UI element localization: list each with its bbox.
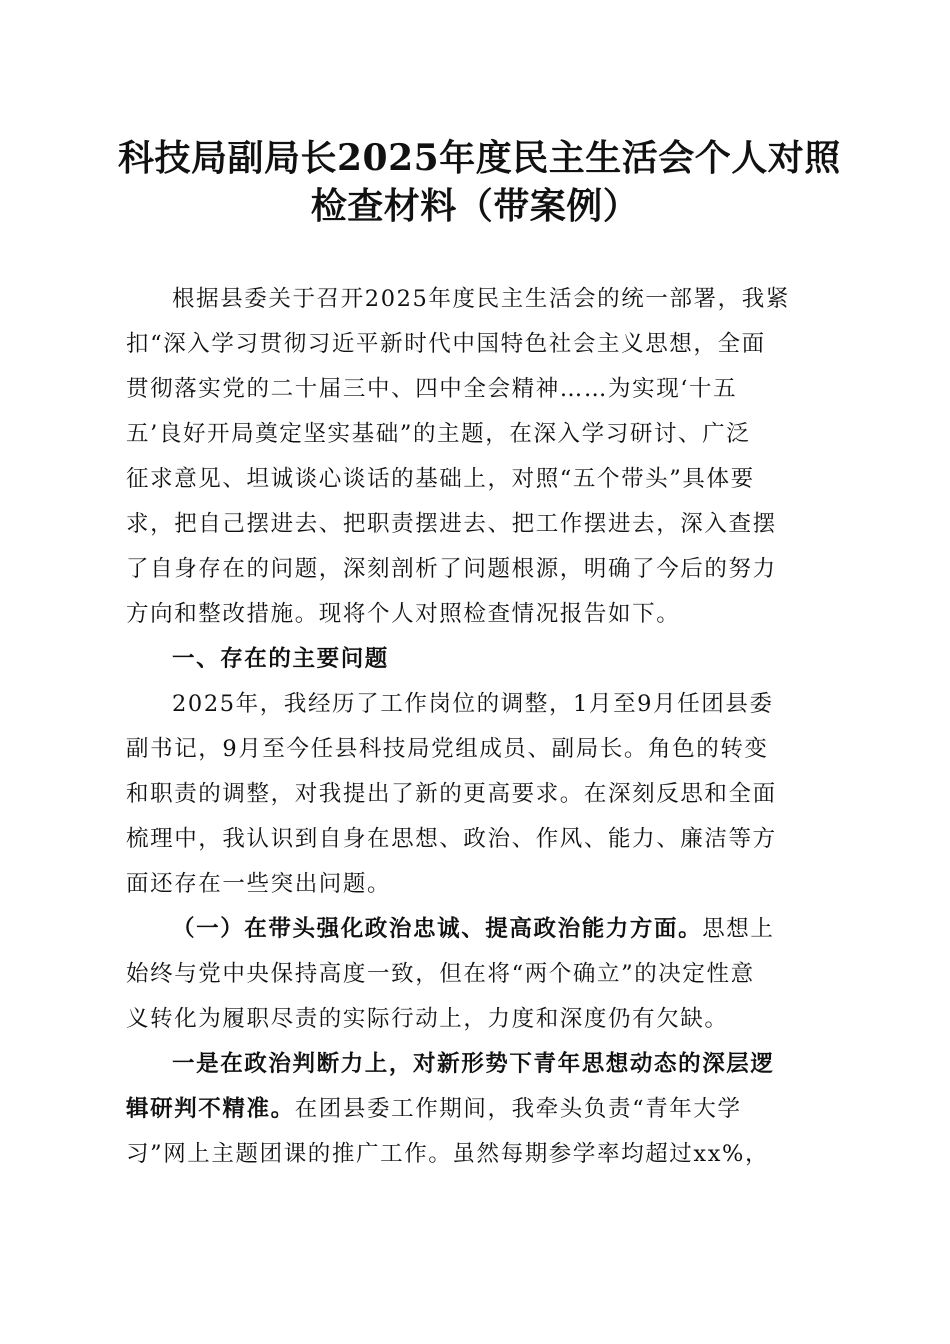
background-paragraph xyxy=(126,682,826,907)
text-line: 扣“深入学习贯彻习近平新时代中国特色社会主义思想，全面 xyxy=(126,331,766,357)
text-line: 义转化为履职尽责的实际行动上，力度和深度仍有欠缺。 xyxy=(126,1006,729,1032)
point-heading-end: 辑研判不精准。 xyxy=(126,1096,295,1122)
point-heading: 一是在政治判断力上，对新形势下青年思想动态的深层逻 xyxy=(172,1051,775,1077)
subsection-heading: （一）在带头强化政治忠诚、提高政治能力方面。 xyxy=(172,916,703,942)
text-line: 和职责的调整，对我提出了新的更高要求。在深刻反思和全面 xyxy=(126,781,777,807)
text-line: 方向和整改措施。现将个人对照检查情况报告如下。 xyxy=(126,601,681,627)
text-line: 始终与党中央保持高度一致，但在将“两个确立”的决定性意 xyxy=(126,961,755,987)
text-run: 思想上 xyxy=(702,916,775,942)
text-line: 副书记，9月至今任县科技局党组成员、副局长。角色的转变 xyxy=(126,736,769,762)
section-heading: 一、存在的主要问题 xyxy=(172,646,389,672)
document-body xyxy=(126,277,826,1177)
text-line: 征求意见、坦诚谈心谈话的基础上，对照“五个带头”具体要 xyxy=(126,466,755,492)
text-line: 五’良好开局奠定坚实基础”的主题，在深入学习研讨、广泛 xyxy=(126,421,751,447)
text-line xyxy=(126,907,826,952)
text-line xyxy=(126,1087,826,1132)
text-line: 求，把自己摆进去、把职责摆进去、把工作摆进去，深入查摆 xyxy=(126,511,777,537)
title-line: 科技局副局长2025年度民主生活会个人对照 xyxy=(118,137,841,179)
document-title xyxy=(118,134,841,230)
text-line: 了自身存在的问题，深刻剖析了问题根源，明确了今后的努力 xyxy=(126,556,777,582)
point-paragraph xyxy=(126,1042,826,1177)
text-line: 2025年，我经历了工作岗位的调整，1月至9月任团县委 xyxy=(172,691,774,717)
title-line: 检查材料（带案例） xyxy=(310,185,640,227)
text-line: 梳理中，我认识到自身在思想、政治、作风、能力、廉洁等方 xyxy=(126,826,777,852)
intro-paragraph xyxy=(126,277,826,637)
text-run: 在团县委工作期间，我牵头负责“青年大学 xyxy=(294,1096,742,1122)
text-line: 面还存在一些突出问题。 xyxy=(126,871,392,897)
text-line: 习”网上主题团课的推广工作。虽然每期参学率均超过xx%， xyxy=(126,1141,770,1167)
text-line: 根据县委关于召开2025年度民主生活会的统一部署，我紧 xyxy=(172,286,790,312)
text-line: 贯彻落实党的二十届三中、四中全会精神……为实现‘十五 xyxy=(126,376,738,402)
subsection-paragraph xyxy=(126,907,826,1042)
